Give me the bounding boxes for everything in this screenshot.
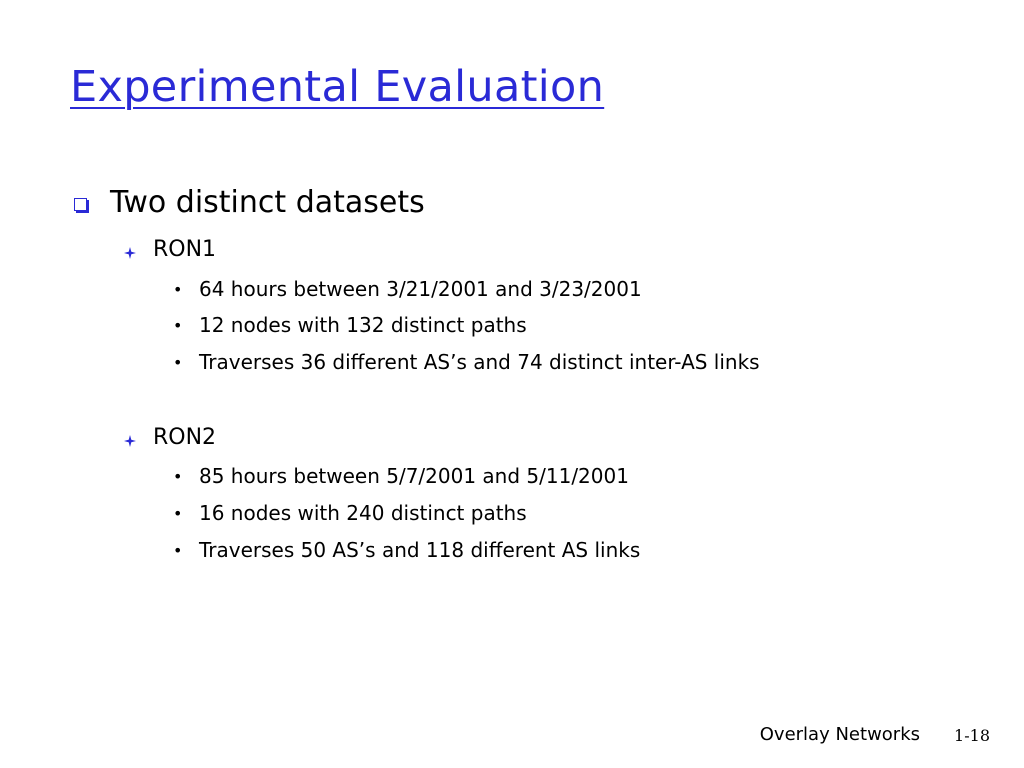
dataset-detail: Traverses 36 different AS’s and 74 distinct inter-AS links: [199, 350, 760, 374]
dot-bullet-icon: •: [173, 280, 183, 299]
slide-title: Experimental Evaluation: [70, 62, 605, 112]
diamond-bullet-icon: [124, 435, 136, 447]
dataset-detail: 85 hours between 5/7/2001 and 5/11/2001: [199, 464, 629, 488]
main-bullet-text: Two distinct datasets: [110, 185, 425, 220]
page-number: 1-18: [954, 726, 990, 745]
dot-bullet-icon: •: [173, 504, 183, 523]
dataset-detail: 64 hours between 3/21/2001 and 3/23/2001: [199, 277, 642, 301]
dataset-detail: Traverses 50 AS’s and 118 different AS links: [199, 538, 641, 562]
dot-bullet-icon: •: [173, 467, 183, 486]
square-bullet-icon: [74, 198, 87, 211]
dot-bullet-icon: •: [173, 353, 183, 372]
footer-label: Overlay Networks: [759, 724, 920, 745]
dot-bullet-icon: •: [173, 541, 183, 560]
dataset-detail: 16 nodes with 240 distinct paths: [199, 501, 527, 525]
dataset-name: RON2: [153, 425, 217, 450]
dataset-name: RON1: [153, 237, 217, 262]
diamond-bullet-icon: [124, 247, 136, 259]
dataset-detail: 12 nodes with 132 distinct paths: [199, 313, 527, 337]
dot-bullet-icon: •: [173, 316, 183, 335]
